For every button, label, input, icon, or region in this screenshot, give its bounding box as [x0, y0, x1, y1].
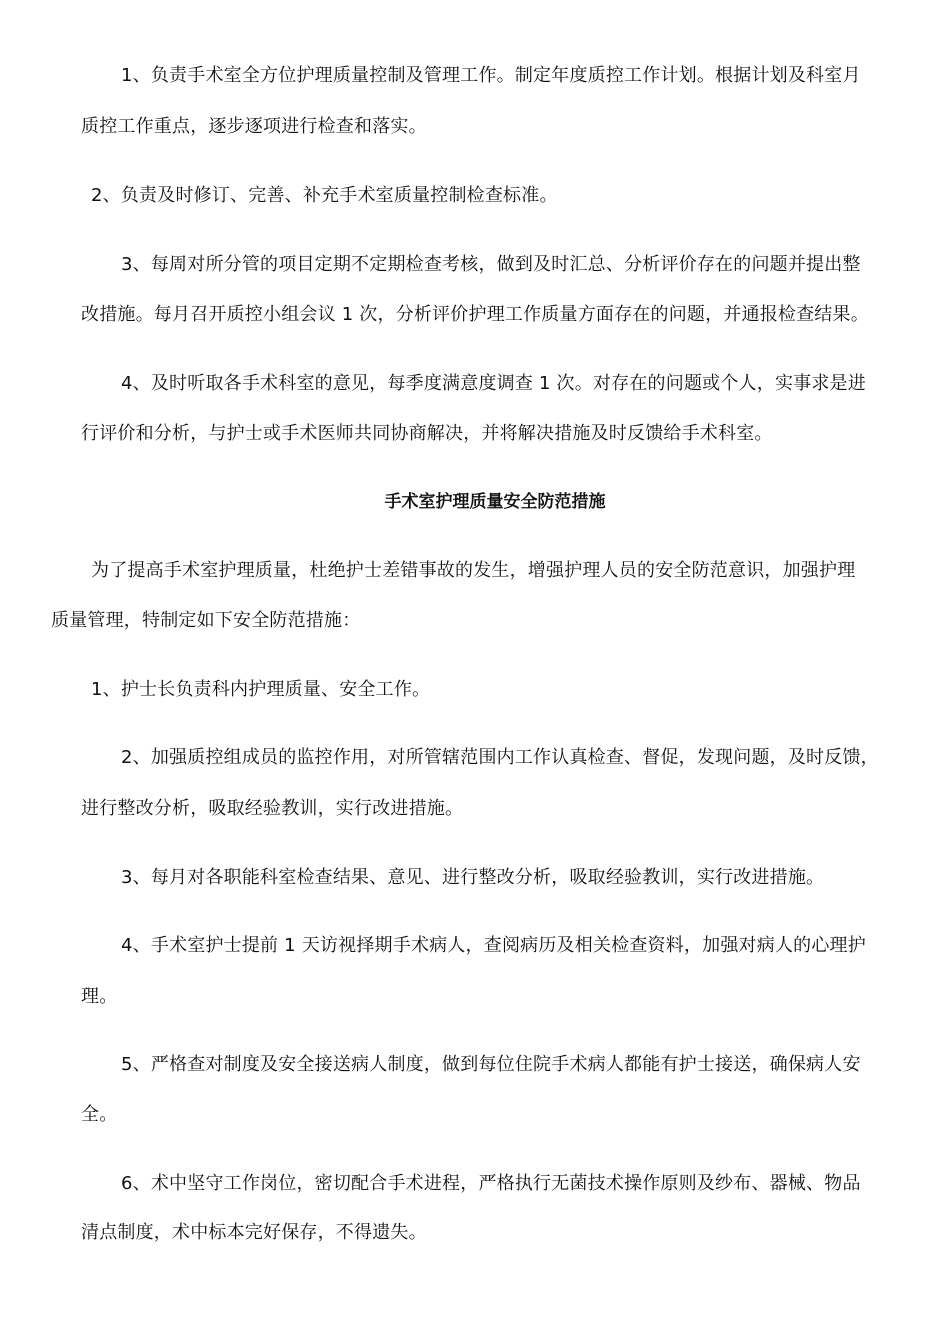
s2-item6-line1: 6、术中坚守工作岗位，密切配合手术进程，严格执行无菌技术操作原则及纱布、器械、物品 — [121, 1173, 861, 1194]
s2-item6-line2: 清点制度，术中标本完好保存，不得遗失。 — [81, 1222, 427, 1243]
s1-item4-line2: 行评价和分析，与护士或手术医师共同协商解决，并将解决措施及时反馈给手术科室。 — [81, 423, 773, 444]
s2-item4-line1: 4、手术室护士提前 1 天访视择期手术病人，查阅病历及相关检查资料，加强对病人的心理护 — [121, 935, 866, 956]
s1-item3-line2: 改措施。每月召开质控小组会议 1 次，分析评价护理工作质量方面存在的问题，并通报检查结果。 — [81, 304, 869, 325]
s2-item2-line1: 2、加强质控组成员的监控作用，对所管辖范围内工作认真检查、督促，发现问题，及时反馈， — [121, 747, 879, 768]
s2-item1-line1: 1、护士长负责科内护理质量、安全工作。 — [91, 679, 431, 700]
s1-item2-line1: 2、负责及时修订、完善、补充手术室质量控制检查标准。 — [91, 185, 558, 206]
s2-item5-line2: 全。 — [81, 1104, 118, 1125]
section-title: 手术室护理质量安全防范措施 — [384, 492, 606, 512]
s2-intro-line1: 为了提高手术室护理质量，杜绝护士差错事故的发生，增强护理人员的安全防范意识，加强护理 — [91, 560, 856, 581]
s1-item4-line1: 4、及时听取各手术科室的意见，每季度满意度调查 1 次。对存在的问题或个人，实事求是进 — [121, 373, 866, 394]
s1-item1-line1: 1、负责手术室全方位护理质量控制及管理工作。制定年度质控工作计划。根据计划及科室月 — [121, 65, 861, 86]
s1-item3-line1: 3、每周对所分管的项目定期不定期检查考核，做到及时汇总、分析评价存在的问题并提出整 — [121, 254, 861, 275]
s2-item5-line1: 5、严格查对制度及安全接送病人制度，做到每位住院手术病人都能有护士接送，确保病人安 — [121, 1054, 861, 1075]
s1-item1-line2: 质控工作重点，逐步逐项进行检查和落实。 — [81, 116, 427, 137]
s2-item2-line2: 进行整改分析，吸取经验教训，实行改进措施。 — [81, 798, 464, 819]
s2-item4-line2: 理。 — [81, 986, 118, 1007]
s2-intro-line2: 质量管理，特制定如下安全防范措施： — [51, 610, 361, 631]
s2-item3-line1: 3、每月对各职能科室检查结果、意见、进行整改分析，吸取经验教训，实行改进措施。 — [121, 867, 825, 888]
